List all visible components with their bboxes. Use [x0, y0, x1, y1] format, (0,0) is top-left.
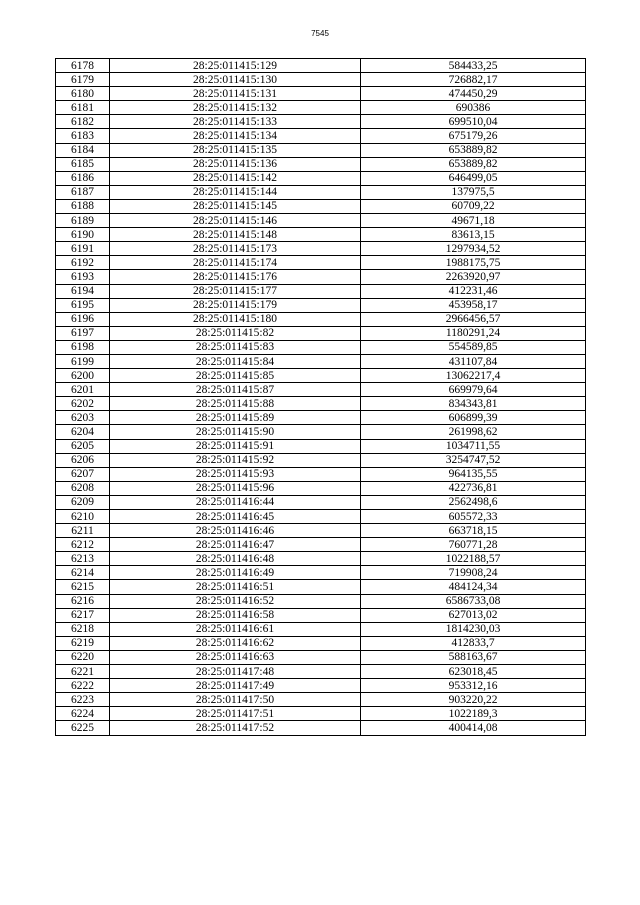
cadastral-number-cell: 28:25:011415:135 [110, 143, 361, 157]
row-number-cell: 6206 [56, 453, 110, 467]
cadastral-number-cell: 28:25:011416:52 [110, 594, 361, 608]
cadastral-number-cell: 28:25:011415:176 [110, 270, 361, 284]
cadastral-number-cell: 28:25:011417:52 [110, 721, 361, 735]
cadastral-number-cell: 28:25:011415:132 [110, 101, 361, 115]
cadastral-number-cell: 28:25:011415:96 [110, 481, 361, 495]
row-number-cell: 6213 [56, 552, 110, 566]
cadastral-number-cell: 28:25:011415:174 [110, 256, 361, 270]
cadastral-number-cell: 28:25:011415:134 [110, 129, 361, 143]
table-row [56, 270, 586, 284]
cadastral-number-cell: 28:25:011415:92 [110, 453, 361, 467]
table-row [56, 425, 586, 439]
cadastral-number-cell: 28:25:011415:82 [110, 326, 361, 340]
cadastral-value-cell: 726882,17 [361, 73, 586, 87]
row-number-cell: 6186 [56, 171, 110, 185]
row-number-cell: 6198 [56, 340, 110, 354]
cadastral-value-cell: 834343,81 [361, 397, 586, 411]
table-row [56, 538, 586, 552]
cadastral-value-cell: 400414,08 [361, 721, 586, 735]
cadastral-number-cell: 28:25:011415:85 [110, 369, 361, 383]
cadastral-value-cell: 699510,04 [361, 115, 586, 129]
cadastral-value-cell: 1034711,55 [361, 439, 586, 453]
table-row [56, 495, 586, 509]
cadastral-value-cell: 1022189,3 [361, 707, 586, 721]
cadastral-number-cell: 28:25:011415:84 [110, 354, 361, 368]
row-number-cell: 6191 [56, 242, 110, 256]
table-row [56, 369, 586, 383]
cadastral-number-cell: 28:25:011416:46 [110, 524, 361, 538]
table-row [56, 73, 586, 87]
cadastral-number-cell: 28:25:011416:44 [110, 495, 361, 509]
row-number-cell: 6221 [56, 665, 110, 679]
row-number-cell: 6188 [56, 199, 110, 213]
row-number-cell: 6194 [56, 284, 110, 298]
row-number-cell: 6184 [56, 143, 110, 157]
cadastral-value-cell: 137975,5 [361, 185, 586, 199]
cadastral-value-cell: 83613,15 [361, 228, 586, 242]
row-number-cell: 6220 [56, 650, 110, 664]
cadastral-number-cell: 28:25:011415:130 [110, 73, 361, 87]
cadastral-number-cell: 28:25:011416:48 [110, 552, 361, 566]
row-number-cell: 6195 [56, 298, 110, 312]
row-number-cell: 6215 [56, 580, 110, 594]
cadastral-value-cell: 623018,45 [361, 665, 586, 679]
cadastral-number-cell: 28:25:011415:90 [110, 425, 361, 439]
table-row [56, 510, 586, 524]
cadastral-value-cell: 646499,05 [361, 171, 586, 185]
cadastral-value-cell: 484124,34 [361, 580, 586, 594]
row-number-cell: 6192 [56, 256, 110, 270]
cadastral-value-cell: 2562498,6 [361, 495, 586, 509]
cadastral-value-cell: 1814230,03 [361, 622, 586, 636]
cadastral-number-cell: 28:25:011415:87 [110, 383, 361, 397]
row-number-cell: 6207 [56, 467, 110, 481]
cadastral-value-cell: 474450,29 [361, 87, 586, 101]
table-row [56, 199, 586, 213]
table-row [56, 298, 586, 312]
row-number-cell: 6217 [56, 608, 110, 622]
cadastral-value-cell: 719908,24 [361, 566, 586, 580]
cadastral-number-cell: 28:25:011416:58 [110, 608, 361, 622]
table-row [56, 87, 586, 101]
cadastral-number-cell: 28:25:011415:83 [110, 340, 361, 354]
cadastral-value-cell: 690386 [361, 101, 586, 115]
row-number-cell: 6180 [56, 87, 110, 101]
table-row [56, 397, 586, 411]
row-number-cell: 6187 [56, 185, 110, 199]
cadastral-number-cell: 28:25:011415:131 [110, 87, 361, 101]
table-row [56, 354, 586, 368]
cadastral-number-cell: 28:25:011416:63 [110, 650, 361, 664]
cadastral-number-cell: 28:25:011415:89 [110, 411, 361, 425]
table-row [56, 256, 586, 270]
cadastral-value-cell: 412231,46 [361, 284, 586, 298]
cadastral-number-cell: 28:25:011417:48 [110, 665, 361, 679]
table-row [56, 467, 586, 481]
cadastral-value-cell: 2263920,97 [361, 270, 586, 284]
row-number-cell: 6219 [56, 636, 110, 650]
row-number-cell: 6190 [56, 228, 110, 242]
cadastral-number-cell: 28:25:011415:133 [110, 115, 361, 129]
cadastral-number-cell: 28:25:011415:179 [110, 298, 361, 312]
cadastral-number-cell: 28:25:011415:146 [110, 214, 361, 228]
table-row [56, 143, 586, 157]
table-row [56, 312, 586, 326]
table-row [56, 340, 586, 354]
table-row [56, 552, 586, 566]
table-row [56, 326, 586, 340]
table-row [56, 580, 586, 594]
cadastral-number-cell: 28:25:011417:51 [110, 707, 361, 721]
page-number: 7545 [311, 29, 329, 38]
row-number-cell: 6185 [56, 157, 110, 171]
row-number-cell: 6189 [56, 214, 110, 228]
table-row [56, 566, 586, 580]
table-body [56, 59, 586, 736]
row-number-cell: 6212 [56, 538, 110, 552]
cadastral-number-cell: 28:25:011416:62 [110, 636, 361, 650]
row-number-cell: 6223 [56, 693, 110, 707]
cadastral-number-cell: 28:25:011416:51 [110, 580, 361, 594]
cadastral-number-cell: 28:25:011417:49 [110, 679, 361, 693]
row-number-cell: 6216 [56, 594, 110, 608]
row-number-cell: 6225 [56, 721, 110, 735]
cadastral-value-cell: 653889,82 [361, 157, 586, 171]
row-number-cell: 6200 [56, 369, 110, 383]
cadastral-number-cell: 28:25:011415:180 [110, 312, 361, 326]
cadastral-value-cell: 1297934,52 [361, 242, 586, 256]
table-row [56, 171, 586, 185]
cadastral-value-cell: 431107,84 [361, 354, 586, 368]
row-number-cell: 6181 [56, 101, 110, 115]
table-row [56, 453, 586, 467]
row-number-cell: 6193 [56, 270, 110, 284]
cadastral-value-cell: 653889,82 [361, 143, 586, 157]
table-row [56, 693, 586, 707]
cadastral-number-cell: 28:25:011415:142 [110, 171, 361, 185]
row-number-cell: 6224 [56, 707, 110, 721]
cadastral-value-cell: 588163,67 [361, 650, 586, 664]
cadastral-value-cell: 605572,33 [361, 510, 586, 524]
row-number-cell: 6199 [56, 354, 110, 368]
cadastral-number-cell: 28:25:011415:136 [110, 157, 361, 171]
cadastral-value-cell: 2966456,57 [361, 312, 586, 326]
table-row [56, 439, 586, 453]
table-row [56, 129, 586, 143]
row-number-cell: 6178 [56, 59, 110, 73]
cadastral-value-cell: 760771,28 [361, 538, 586, 552]
row-number-cell: 6201 [56, 383, 110, 397]
row-number-cell: 6182 [56, 115, 110, 129]
cadastral-number-cell: 28:25:011416:49 [110, 566, 361, 580]
row-number-cell: 6196 [56, 312, 110, 326]
cadastral-value-cell: 669979,64 [361, 383, 586, 397]
table-row [56, 59, 586, 73]
row-number-cell: 6183 [56, 129, 110, 143]
cadastral-value-table [55, 58, 586, 736]
cadastral-value-cell: 3254747,52 [361, 453, 586, 467]
cadastral-number-cell: 28:25:011415:129 [110, 59, 361, 73]
cadastral-number-cell: 28:25:011415:91 [110, 439, 361, 453]
table-row [56, 101, 586, 115]
row-number-cell: 6218 [56, 622, 110, 636]
cadastral-number-cell: 28:25:011416:45 [110, 510, 361, 524]
table-row [56, 524, 586, 538]
cadastral-value-cell: 1022188,57 [361, 552, 586, 566]
table-row [56, 650, 586, 664]
cadastral-value-cell: 675179,26 [361, 129, 586, 143]
cadastral-value-cell: 627013,02 [361, 608, 586, 622]
cadastral-value-cell: 453958,17 [361, 298, 586, 312]
table-row [56, 115, 586, 129]
cadastral-value-cell: 554589,85 [361, 340, 586, 354]
table-row [56, 679, 586, 693]
row-number-cell: 6202 [56, 397, 110, 411]
table-row [56, 185, 586, 199]
cadastral-number-cell: 28:25:011415:173 [110, 242, 361, 256]
row-number-cell: 6204 [56, 425, 110, 439]
table-row [56, 157, 586, 171]
cadastral-number-cell: 28:25:011415:88 [110, 397, 361, 411]
table-row [56, 214, 586, 228]
cadastral-value-cell: 6586733,08 [361, 594, 586, 608]
row-number-cell: 6211 [56, 524, 110, 538]
row-number-cell: 6210 [56, 510, 110, 524]
cadastral-value-cell: 1988175,75 [361, 256, 586, 270]
cadastral-number-cell: 28:25:011415:148 [110, 228, 361, 242]
cadastral-value-cell: 261998,62 [361, 425, 586, 439]
row-number-cell: 6209 [56, 495, 110, 509]
table-row [56, 622, 586, 636]
row-number-cell: 6205 [56, 439, 110, 453]
table-row [56, 594, 586, 608]
cadastral-value-cell: 903220,22 [361, 693, 586, 707]
cadastral-value-cell: 953312,16 [361, 679, 586, 693]
cadastral-value-cell: 606899,39 [361, 411, 586, 425]
row-number-cell: 6179 [56, 73, 110, 87]
cadastral-value-cell: 13062217,4 [361, 369, 586, 383]
cadastral-number-cell: 28:25:011415:93 [110, 467, 361, 481]
table-row [56, 228, 586, 242]
cadastral-number-cell: 28:25:011416:61 [110, 622, 361, 636]
table-row [56, 707, 586, 721]
table-row [56, 242, 586, 256]
table-row [56, 665, 586, 679]
cadastral-number-cell: 28:25:011415:177 [110, 284, 361, 298]
table-row [56, 636, 586, 650]
cadastral-value-cell: 964135,55 [361, 467, 586, 481]
cadastral-number-cell: 28:25:011415:145 [110, 199, 361, 213]
cadastral-number-cell: 28:25:011416:47 [110, 538, 361, 552]
row-number-cell: 6203 [56, 411, 110, 425]
cadastral-value-cell: 422736,81 [361, 481, 586, 495]
cadastral-value-cell: 1180291,24 [361, 326, 586, 340]
cadastral-value-cell: 584433,25 [361, 59, 586, 73]
table-row [56, 383, 586, 397]
table-row [56, 721, 586, 735]
row-number-cell: 6222 [56, 679, 110, 693]
row-number-cell: 6214 [56, 566, 110, 580]
row-number-cell: 6208 [56, 481, 110, 495]
cadastral-value-cell: 412833,7 [361, 636, 586, 650]
table-row [56, 608, 586, 622]
table-row [56, 411, 586, 425]
table-row [56, 481, 586, 495]
cadastral-number-cell: 28:25:011415:144 [110, 185, 361, 199]
cadastral-number-cell: 28:25:011417:50 [110, 693, 361, 707]
cadastral-value-cell: 663718,15 [361, 524, 586, 538]
cadastral-value-cell: 60709,22 [361, 199, 586, 213]
table-row [56, 284, 586, 298]
cadastral-value-cell: 49671,18 [361, 214, 586, 228]
row-number-cell: 6197 [56, 326, 110, 340]
